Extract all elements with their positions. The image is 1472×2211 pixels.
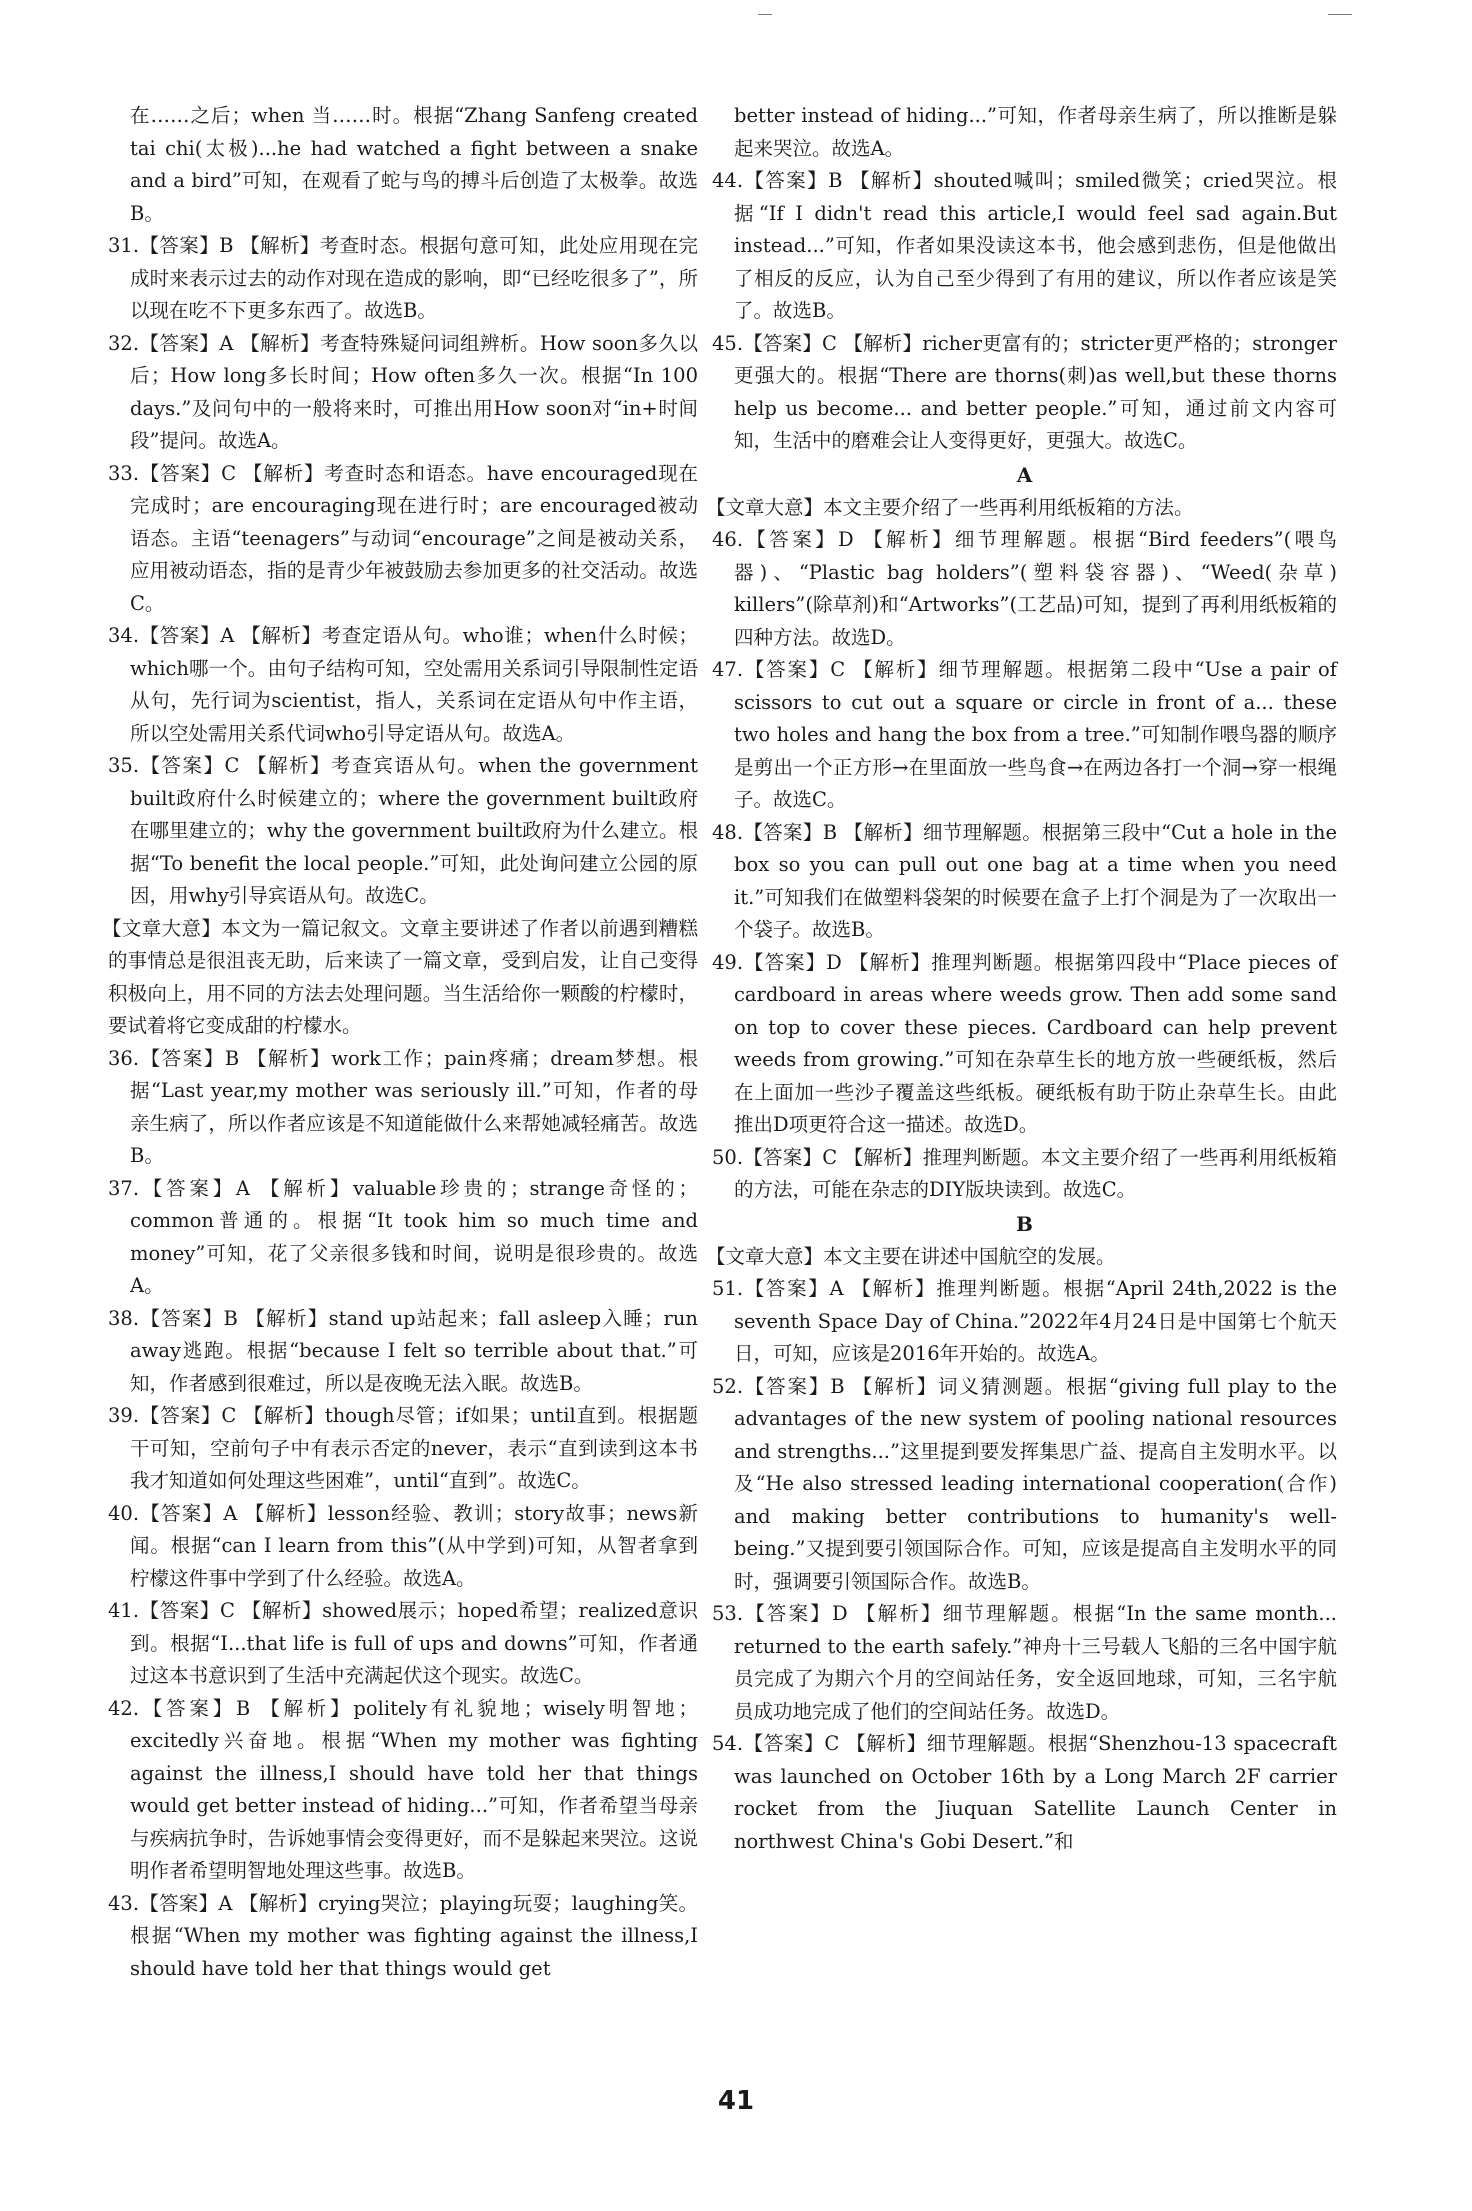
- answer-entry: 40.【答案】A 【解析】lesson经验、教训；story故事；news新闻。根据“can I learn from this”(从中学到)可知，从智者拿到柠檬这件事中学到了什么经验。故选A。: [108, 1501, 698, 1590]
- section-heading: A: [1016, 462, 1033, 487]
- answer-entry: 51.【答案】A 【解析】推理判断题。根据“April 24th,2022 is the seventh Space Day of China.”2022年4月24日是中国第七个航天日，可知，应该是2016年开始的。故选A。: [712, 1277, 1337, 1365]
- answer-entry: 37.【答案】A 【解析】valuable珍贵的；strange奇怪的；common普通的。根据“It took him so much time and money”可知，花了父亲很多钱和时间，说明是很珍贵的。故选A。: [108, 1176, 698, 1297]
- article-summary: 【文章大意】本文主要介绍了一些再利用纸板箱的方法。: [706, 495, 1194, 519]
- section-heading: B: [1016, 1211, 1033, 1236]
- answer-entry: 48.【答案】B 【解析】细节理解题。根据第三段中“Cut a hole in the box so you can pull out one bag at a time when you need it.”可知我们在做塑料袋架的时候要在盒子上打个洞是为了一次取出一个袋子。故选B。: [712, 820, 1337, 941]
- article-summary: 【文章大意】本文为一篇记叙文。文章主要讲述了作者以前遇到糟糕的事情总是很沮丧无助，后来读了一篇文章，受到启发，让自己变得积极向上，用不同的方法去处理问题。当生活给你一颗酸的柠檬时，要试着将它变成甜的柠檬水。: [102, 916, 698, 1037]
- left-column: [102, 100, 698, 1985]
- answer-entry: 41.【答案】C 【解析】showed展示；hoped希望；realized意识到。根据“I...that life is full of ups and downs”可知，作者通过这本书意识到了生活中充满起伏这个现实。故选C。: [108, 1599, 698, 1687]
- article-summary: 【文章大意】本文主要在讲述中国航空的发展。: [706, 1244, 1116, 1268]
- continued-explanation: better instead of hiding...”可知，作者母亲生病了，所以推断是躲起来哭泣。故选A。: [734, 104, 1337, 160]
- top-edge-mark: [758, 14, 772, 15]
- answer-entry: 33.【答案】C 【解析】考查时态和语态。have encouraged现在完成时；are encouraging现在进行时；are encouraged被动语态。主语“teenagers”与动词“encourage”之间是被动关系，应用被动语态，指的是青少年被鼓励去参加更多的社交活动。故选C。: [108, 461, 698, 615]
- answer-entry: 42.【答案】B 【解析】politely有礼貌地；wisely明智地；excitedly兴奋地。根据“When my mother was fighting against the illness,I should have told her that things would get better instead of hiding...”可知，作者希望当母亲与疾病抗争时，告诉她事情会变得更好，而不是躲起来哭泣。这说明作者希望明智地处理这些事。故选B。: [108, 1696, 698, 1882]
- answer-entry: 36.【答案】B 【解析】work工作；pain疼痛；dream梦想。根据“Last year,my mother was seriously ill.”可知，作者的母亲生病了，所以作者应该是不知道能做什么来帮她减轻痛苦。故选B。: [108, 1046, 698, 1167]
- answer-entry: 34.【答案】A 【解析】考查定语从句。who谁；when什么时候；which哪一个。由句子结构可知，空处需用关系词引导限制性定语从句，先行词为scientist，指人，关系词在定语从句中作主语，所以空处需用关系代词who引导定语从句。故选A。: [108, 624, 698, 745]
- answer-entry: 38.【答案】B 【解析】stand up站起来；fall asleep入睡；run away逃跑。根据“because I felt so terrible about that.”可知，作者感到很难过，所以是夜晚无法入眠。故选B。: [108, 1306, 698, 1395]
- page-number: 41: [717, 2086, 755, 2116]
- answer-entry: 52.【答案】B 【解析】词义猜测题。根据“giving full play to the advantages of the new system of pooling national resources and strengths...”这里提到要发挥集思广益、提高自主发明水平。以及“He also stressed leading international cooperation(合作) and making better contributions to humanity's well-being.”又提到要引领国际合作。可知，应该是提高自主发明水平的同时，强调要引领国际合作。故选B。: [712, 1374, 1338, 1593]
- answer-entry: 50.【答案】C 【解析】推理判断题。本文主要介绍了一些再利用纸板箱的方法，可能在杂志的DIY版块读到。故选C。: [712, 1145, 1337, 1201]
- answer-entry: 47.【答案】C 【解析】细节理解题。根据第二段中“Use a pair of scissors to cut out a square or circle in front of a... these two holes and hang the box from a tree.”可知制作喂鸟器的顺序是剪出一个正方形→在里面放一些鸟食→在两边各打一个洞→穿一根绳子。故选C。: [712, 658, 1337, 811]
- right-column: [706, 100, 1338, 1858]
- answer-entry: 39.【答案】C 【解析】though尽管；if如果；until直到。根据题干可知，空前句子中有表示否定的never，表示“直到读到这本书我才知道如何处理这些困难”，until“直到”。故选C。: [108, 1404, 698, 1492]
- answer-entry: 35.【答案】C 【解析】考查宾语从句。when the government built政府什么时候建立的；where the government built政府在哪里建立的；why the government built政府为什么建立。根据“To benefit the local people.”可知，此处询问建立公园的原因，用why引导宾语从句。故选C。: [108, 754, 698, 907]
- answer-entry: 49.【答案】D 【解析】推理判断题。根据第四段中“Place pieces of cardboard in areas where weeds grow. Then add some sand on top to cover these pieces. Cardboard can help prevent weeds from growing.”可知在杂草生长的地方放一些硬纸板，然后在上面加一些沙子覆盖这些纸板。硬纸板有助于防止杂草生长。由此推出D项更符合这一描述。故选D。: [712, 950, 1337, 1136]
- answer-entry: 44.【答案】B 【解析】shouted喊叫；smiled微笑；cried哭泣。根据“If I didn't read this article,I would feel sad again.But instead...”可知，作者如果没读这本书，他会感到悲伤，但是他做出了相反的反应，认为自己至少得到了有用的建议，所以作者应该是笑了。故选B。: [712, 169, 1337, 322]
- answer-entry: 43.【答案】A 【解析】crying哭泣；playing玩耍；laughing笑。根据“When my mother was fighting against the illness,I should have told her that things would get: [108, 1891, 698, 1980]
- answer-entry: 46.【答案】D 【解析】细节理解题。根据“Bird feeders”(喂鸟器)、“Plastic bag holders”(塑料袋容器)、“Weed(杂草) killers”(除草剂)和“Artworks”(工艺品)可知，提到了再利用纸板箱的四种方法。故选D。: [712, 528, 1337, 649]
- continued-explanation: 在……之后；when 当……时。根据“Zhang Sanfeng created tai chi(太极)...he had watched a fight between a snake and a bird”可知，在观看了蛇与鸟的搏斗后创造了太极拳。故选B。: [130, 104, 698, 225]
- answer-entry: 45.【答案】C 【解析】richer更富有的；stricter更严格的；stronger更强大的。根据“There are thorns(刺)as well,but these thorns help us become... and better people.”可知，通过前文内容可知，生活中的磨难会让人变得更好，更强大。故选C。: [712, 331, 1337, 452]
- top-right-mark: [1328, 14, 1352, 15]
- answer-entry: 31.【答案】B 【解析】考查时态。根据句意可知，此处应用现在完成时来表示过去的动作对现在造成的影响，即“已经吃很多了”，所以现在吃不下更多东西了。故选B。: [108, 234, 698, 322]
- answer-entry: 54.【答案】C 【解析】细节理解题。根据“Shenzhou-13 spacecraft was launched on October 16th by a Long March 2F carrier rocket from the Jiuquan Satellite Launch Center in northwest China's Gobi Desert.”和: [712, 1732, 1337, 1853]
- answer-entry: 53.【答案】D 【解析】细节理解题。根据“In the same month... returned to the earth safely.”神舟十三号载人飞船的三名中国宇航员完成了为期六个月的空间站任务，安全返回地球，可知，三名宇航员成功地完成了他们的空间站任务。故选D。: [712, 1602, 1337, 1723]
- answer-entry: 32.【答案】A 【解析】考查特殊疑问词组辨析。How soon多久以后；How long多长时间；How often多久一次。根据“In 100 days.”及问句中的一般将来时，可推出用How soon对“in+时间段”提问。故选A。: [108, 331, 698, 452]
